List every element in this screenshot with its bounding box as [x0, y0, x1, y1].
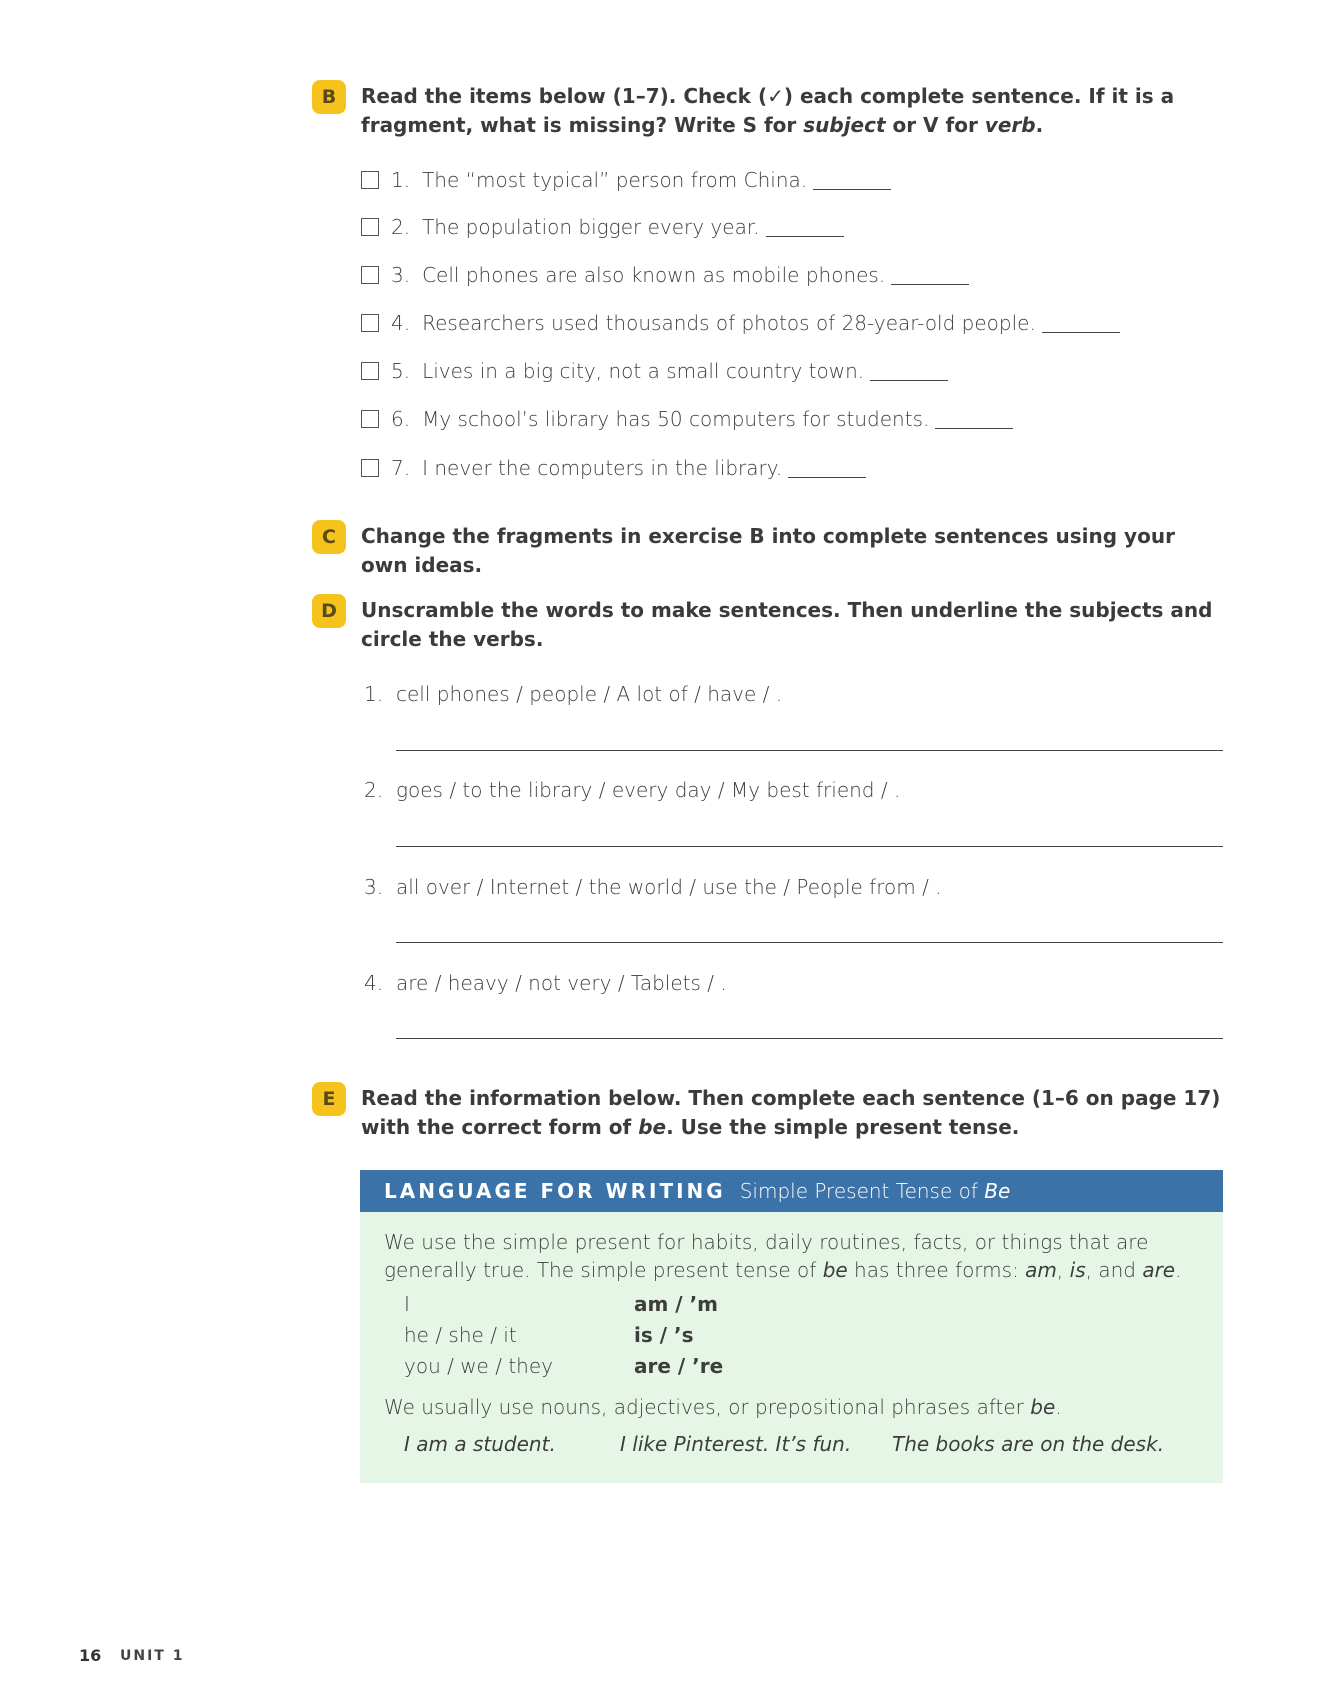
answer-blank[interactable] — [813, 171, 891, 190]
scrambled-words: goes / to the library / every day / My best friend / . — [396, 778, 901, 802]
list-item: 2. The population bigger every year. — [361, 213, 844, 241]
example-sentence: I am a student. — [404, 1432, 556, 1456]
checkbox[interactable] — [361, 266, 379, 284]
unit-label: UNIT 1 — [120, 1648, 185, 1664]
section-c-instruction: Change the fragments in exercise B into complete sentences using your own ideas. — [361, 524, 1175, 577]
page-number: 16 — [79, 1646, 102, 1665]
language-box-paragraph: We use the simple present for habits, daily routines, facts, or things that are generally true. The simple present tense of be has three forms: am, is, and are. — [384, 1230, 1182, 1282]
checkbox[interactable] — [361, 218, 379, 236]
form-cell: am / ’m — [634, 1292, 719, 1316]
pronoun-cell: I — [404, 1292, 410, 1316]
item-number: 3. — [364, 875, 384, 899]
item-number: 4. — [364, 971, 384, 995]
answer-line[interactable] — [396, 942, 1223, 943]
scrambled-words: all over / Internet / the world / use the / People from / . — [396, 875, 942, 899]
list-item: 5. Lives in a big city, not a small country town. — [361, 357, 948, 385]
checkbox[interactable] — [361, 171, 379, 189]
scrambled-words: are / heavy / not very / Tablets / . — [396, 971, 727, 995]
section-e-instruction: Read the information below. Then complete each sentence (1–6 on page 17) with the correct form of be. Use the simple present tense. — [361, 1086, 1221, 1139]
answer-line[interactable] — [396, 846, 1223, 847]
answer-blank[interactable] — [935, 410, 1013, 429]
list-item: 4. Researchers used thousands of photos of 28-year-old people. — [361, 309, 1120, 337]
checkbox[interactable] — [361, 314, 379, 332]
answer-blank[interactable] — [788, 459, 866, 478]
list-item: 1. The “most typical” person from China. — [361, 166, 891, 194]
pronoun-cell: he / she / it — [404, 1323, 517, 1347]
answer-line[interactable] — [396, 750, 1223, 751]
answer-blank[interactable] — [1042, 314, 1120, 333]
answer-line[interactable] — [396, 1038, 1223, 1039]
pronoun-cell: you / we / they — [404, 1354, 553, 1378]
list-item: 7. I never the computers in the library. — [361, 454, 866, 482]
section-e-badge: E — [312, 1082, 346, 1116]
answer-blank[interactable] — [870, 362, 948, 381]
answer-blank[interactable] — [766, 218, 844, 237]
language-box-header — [360, 1170, 1223, 1212]
scrambled-words: cell phones / people / A lot of / have / . — [396, 682, 783, 706]
checkbox[interactable] — [361, 410, 379, 428]
answer-blank[interactable] — [891, 266, 969, 285]
example-sentence: I like Pinterest. It’s fun. — [620, 1432, 852, 1456]
language-box-subtitle: Simple Present Tense of Be — [739, 1179, 1011, 1203]
language-for-writing-box — [360, 1170, 1223, 1483]
form-cell: is / ’s — [634, 1323, 694, 1347]
section-d-instruction: Unscramble the words to make sentences. Then underline the subjects and circle the verbs. — [361, 598, 1213, 651]
item-number: 1. — [364, 682, 384, 706]
language-box-paragraph-2: We usually use nouns, adjectives, or prepositional phrases after be. — [384, 1395, 1062, 1419]
item-number: 2. — [364, 778, 384, 802]
example-sentence: The books are on the desk. — [892, 1432, 1165, 1456]
checkbox[interactable] — [361, 362, 379, 380]
language-box-title: LANGUAGE FOR WRITING — [384, 1179, 726, 1203]
section-b-instruction: Read the items below (1–7). Check (✓) each complete sentence. If it is a fragment, what is missing? Write S for subject or V for verb. — [361, 84, 1175, 137]
list-item: 3. Cell phones are also known as mobile phones. — [361, 261, 969, 289]
section-b-badge: B — [312, 80, 346, 114]
section-c-badge: C — [312, 520, 346, 554]
checkbox[interactable] — [361, 459, 379, 477]
section-d-badge: D — [312, 594, 346, 628]
list-item: 6. My school’s library has 50 computers for students. — [361, 405, 1013, 433]
form-cell: are / ’re — [634, 1354, 724, 1378]
